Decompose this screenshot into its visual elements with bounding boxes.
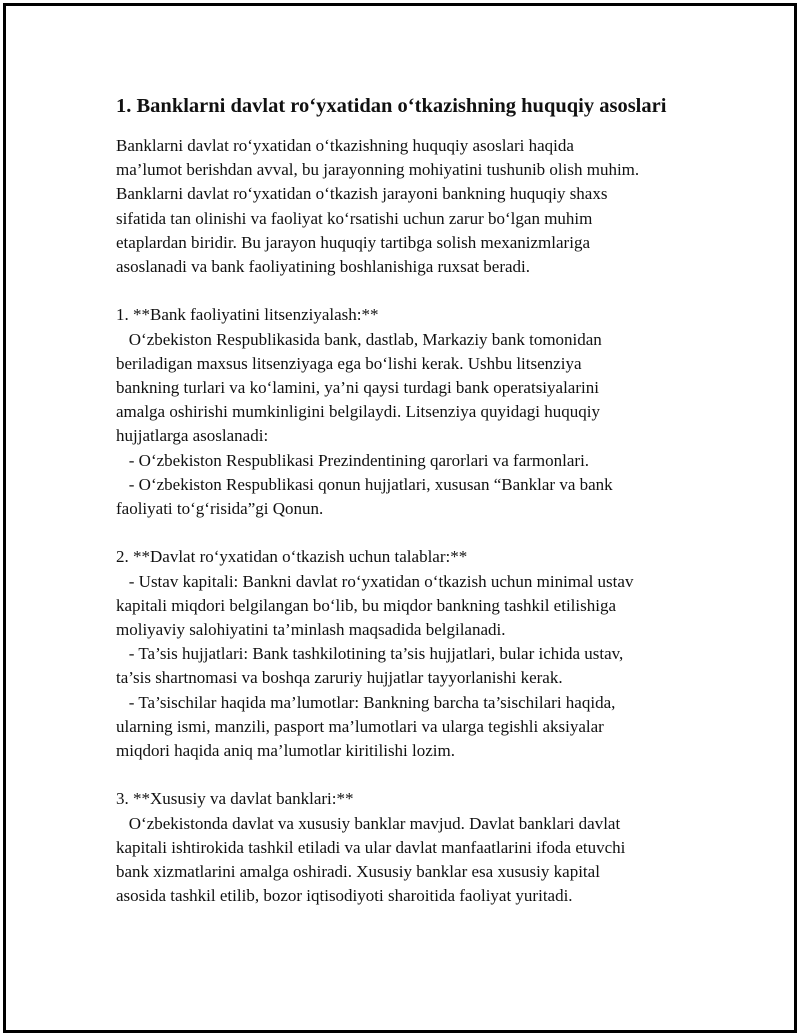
- document-body: [116, 93, 706, 908]
- list-item: [116, 642, 706, 666]
- text-line: ma’lumot berishdan avval, bu jarayonning mohiyatini tushunib olish muhim.: [116, 160, 640, 180]
- paragraph-gap: [116, 763, 706, 787]
- section-1: [116, 303, 706, 521]
- text-line: [116, 812, 706, 836]
- paragraph-gap: [116, 521, 706, 545]
- text-content: - O‘zbekiston Respublikasi qonun hujjatlari, xususan “Banklar va bank: [128, 474, 613, 494]
- text-line: bankning turlari va ko‘lamini, ya’ni qaysi turdagi bank operatsiyalarini: [116, 378, 599, 398]
- text-content: O‘zbekistonda davlat va xususiy banklar mavjud. Davlat banklari davlat: [128, 813, 621, 833]
- text-line: Banklarni davlat ro‘yxatidan o‘tkazishning huquqiy asoslari haqida: [116, 136, 574, 155]
- document-title: 1. Banklarni davlat ro‘yxatidan o‘tkazishning huquqiy asoslari: [116, 95, 667, 117]
- list-item: [116, 473, 706, 497]
- text-line: bank xizmatlarini amalga oshiradi. Xususiy banklar esa xususiy kapital: [116, 862, 600, 882]
- text-line: moliyaviy salohiyatini ta’minlash maqsadida belgilanadi.: [116, 620, 506, 640]
- text-line: ta’sis shartnomasi va boshqa zaruriy hujjatlar tayyorlanishi kerak.: [116, 668, 563, 688]
- text-line: asoslanadi va bank faoliyatining boshlanishiga ruxsat beradi.: [116, 257, 531, 277]
- text-line: beriladigan maxsus litsenziyaga ega bo‘lishi kerak. Ushbu litsenziya: [116, 353, 582, 373]
- text-line: kapitali miqdori belgilangan bo‘lib, bu miqdor bankning tashkil etilishiga: [116, 595, 617, 615]
- text-line: amalga oshirishi mumkinligini belgilaydi. Litsenziya quyidagi huquqiy: [116, 402, 600, 422]
- section-3: [116, 787, 706, 908]
- text-line: sifatida tan olinishi va faoliyat ko‘rsatishi uchun zarur bo‘lgan muhim: [116, 208, 593, 228]
- text-line: kapitali ishtirokida tashkil etiladi va ular davlat manfaatlarini ifoda etuvchi: [116, 837, 626, 857]
- list-item: [116, 691, 706, 715]
- text-content: O‘zbekiston Respublikasida bank, dastlab, Markaziy bank tomonidan: [128, 329, 602, 349]
- text-line: ularning ismi, manzili, pasport ma’lumotlari va ularga tegishli aksiyalar: [116, 716, 604, 736]
- section-heading: 1. **Bank faoliyatini litsenziyalash:**: [116, 305, 379, 325]
- text-line: asosida tashkil etilib, bozor iqtisodiyoti sharoitida faoliyat yuritadi.: [116, 886, 573, 906]
- text-content: - Ta’sischilar haqida ma’lumotlar: Bankning barcha ta’sischilari haqida,: [128, 692, 616, 712]
- text-line: [116, 328, 706, 352]
- list-item: [116, 449, 706, 473]
- intro-paragraph: [116, 134, 706, 279]
- text-line: Banklarni davlat ro‘yxatidan o‘tkazish jarayoni bankning huquqiy shaxs: [116, 184, 608, 204]
- text-content: - O‘zbekiston Respublikasi Prezindentining qarorlari va farmonlari.: [128, 450, 590, 470]
- text-line: faoliyati to‘g‘risida”gi Qonun.: [116, 499, 324, 519]
- text-content: - Ta’sis hujjatlari: Bank tashkilotining ta’sis hujjatlari, bular ichida ustav,: [128, 644, 624, 664]
- text-line: hujjatlarga asoslanadi:: [116, 426, 269, 446]
- paragraph-gap: [116, 279, 706, 303]
- text-content: - Ustav kapitali: Bankni davlat ro‘yxatidan o‘tkazish uchun minimal ustav: [128, 571, 634, 591]
- section-heading: 2. **Davlat ro‘yxatidan o‘tkazish uchun talablar:**: [116, 547, 468, 567]
- list-item: [116, 570, 706, 594]
- section-heading: 3. **Xususiy va davlat banklari:**: [116, 789, 354, 809]
- text-line: miqdori haqida aniq ma’lumotlar kiritilishi lozim.: [116, 741, 455, 761]
- section-2: [116, 545, 706, 763]
- text-line: etaplardan biridir. Bu jarayon huquqiy tartibga solish mexanizmlariga: [116, 232, 590, 252]
